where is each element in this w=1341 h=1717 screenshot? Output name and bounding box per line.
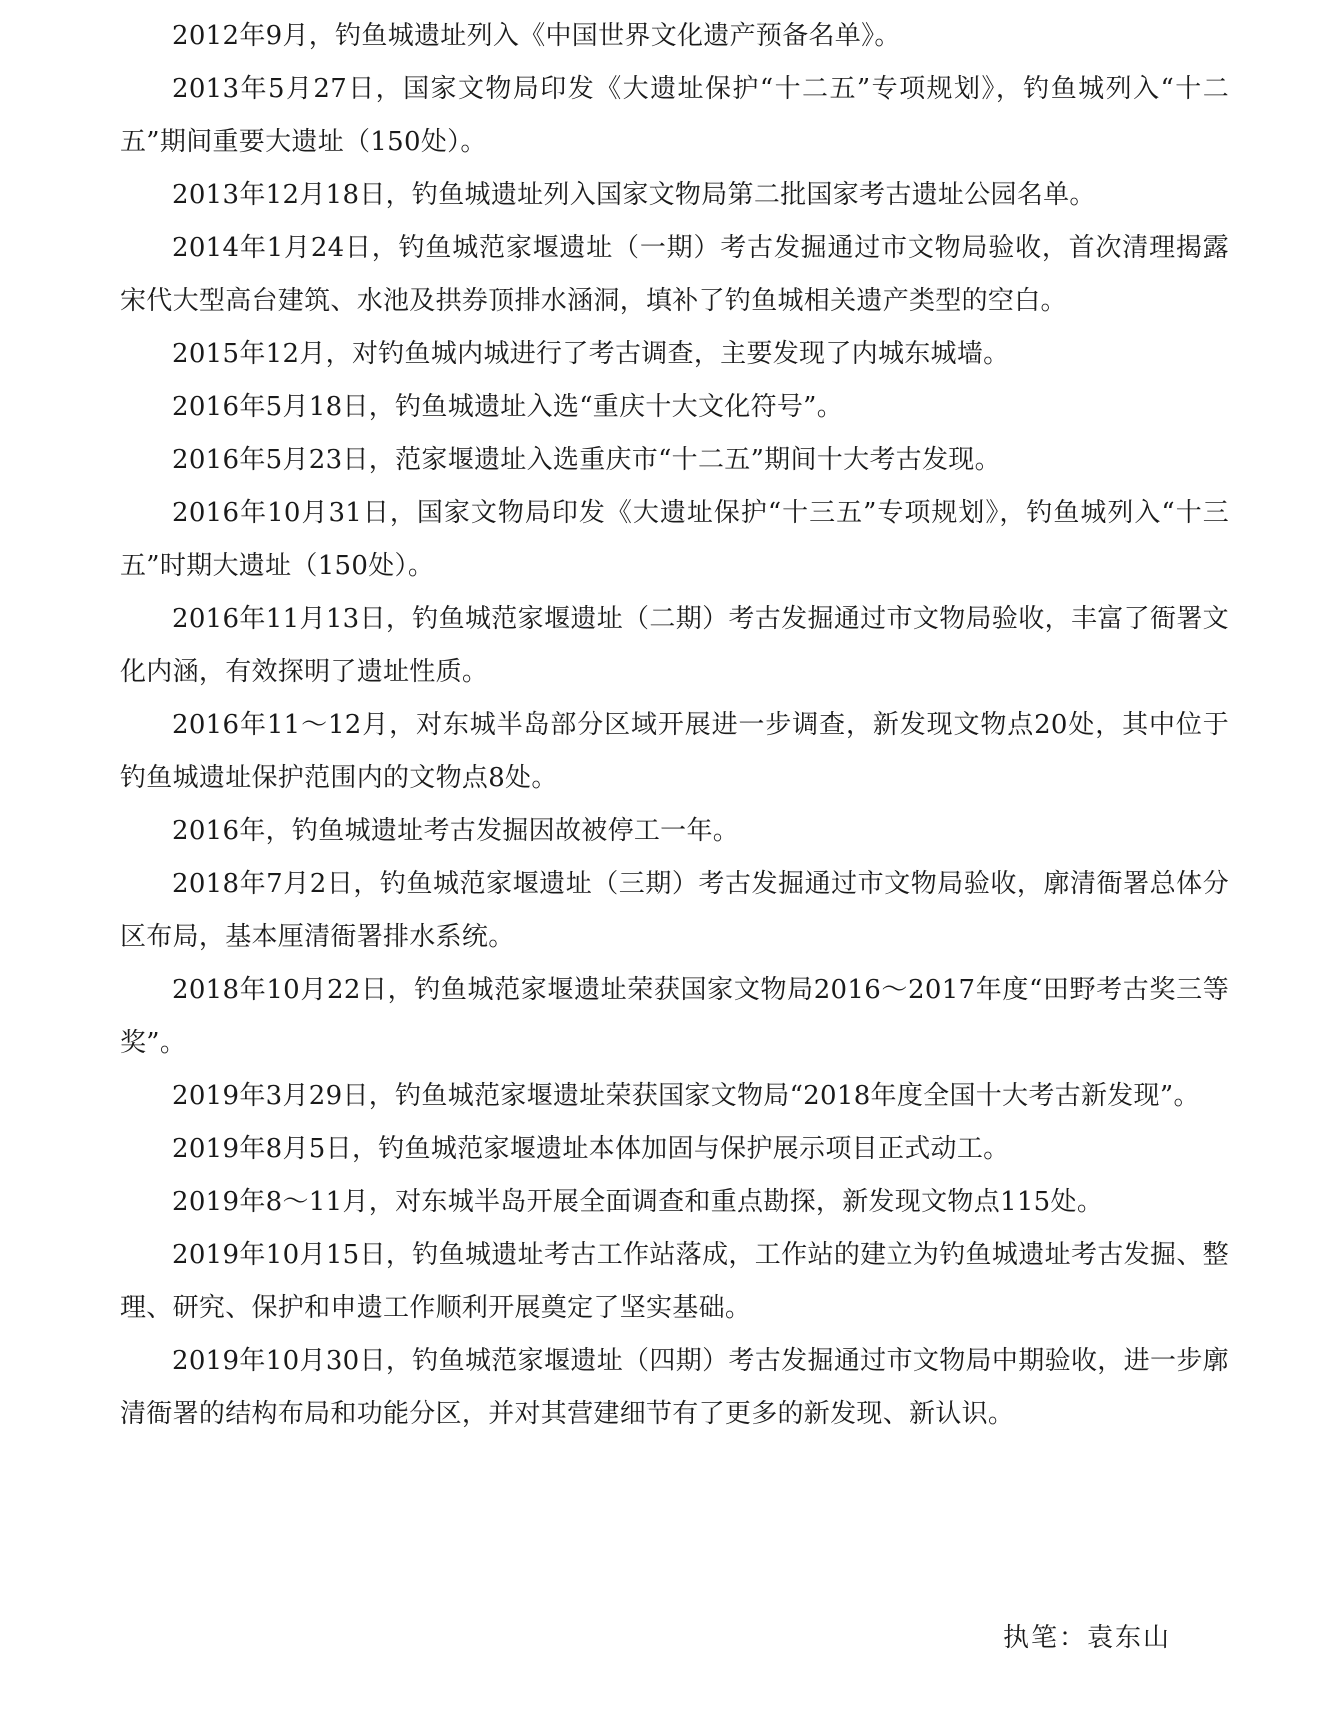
- chronology-entry: 2016年5月23日，范家堰遗址入选重庆市“十二五”期间十大考古发现。: [172, 445, 1001, 475]
- chronology-entry: 2016年5月18日，钓鱼城遗址入选“重庆十大文化符号”。: [172, 392, 844, 422]
- chronology-entry: 2019年10月30日，钓鱼城范家堰遗址（四期）考古发掘通过市文物局中期验收，进一步廓清衙署的结构布局和功能分区，并对其营建细节有了更多的新发现、新认识。: [120, 1346, 1229, 1429]
- chronology-entry: 2016年11月13日，钓鱼城范家堰遗址（二期）考古发掘通过市文物局验收，丰富了衙署文化内涵，有效探明了遗址性质。: [120, 604, 1229, 687]
- chronology-entry: 2019年8月5日，钓鱼城范家堰遗址本体加固与保护展示项目正式动工。: [172, 1134, 1010, 1164]
- chronology-entry: 2016年10月31日，国家文物局印发《大遗址保护“十三五”专项规划》，钓鱼城列入“十三五”时期大遗址（150处）。: [120, 498, 1229, 581]
- chronology-entry: 2019年3月29日，钓鱼城范家堰遗址荣获国家文物局“2018年度全国十大考古新发现”。: [172, 1081, 1200, 1111]
- author-signature: 执笔：袁东山: [1002, 1623, 1171, 1653]
- chronology-entry: 2016年11～12月，对东城半岛部分区域开展进一步调查，新发现文物点20处，其中位于钓鱼城遗址保护范围内的文物点8处。: [120, 710, 1229, 793]
- chronology-entry: 2018年7月2日，钓鱼城范家堰遗址（三期）考古发掘通过市文物局验收，廓清衙署总体分区布局，基本厘清衙署排水系统。: [120, 869, 1229, 952]
- chronology-entry: 2016年，钓鱼城遗址考古发掘因故被停工一年。: [172, 816, 740, 846]
- chronology-entries: [120, 10, 1229, 1441]
- chronology-entry: 2013年5月27日，国家文物局印发《大遗址保护“十二五”专项规划》，钓鱼城列入“十二五”期间重要大遗址（150处）。: [120, 74, 1229, 157]
- chronology-entry: 2018年10月22日，钓鱼城范家堰遗址荣获国家文物局2016～2017年度“田野考古奖三等奖”。: [120, 975, 1229, 1058]
- chronology-entry: 2012年9月，钓鱼城遗址列入《中国世界文化遗产预备名单》。: [172, 21, 901, 51]
- chronology-entry: 2014年1月24日，钓鱼城范家堰遗址（一期）考古发掘通过市文物局验收，首次清理揭露宋代大型高台建筑、水池及拱券顶排水涵洞，填补了钓鱼城相关遗产类型的空白。: [120, 233, 1229, 316]
- chronology-entry: 2013年12月18日，钓鱼城遗址列入国家文物局第二批国家考古遗址公园名单。: [172, 180, 1096, 210]
- chronology-entry: 2019年10月15日，钓鱼城遗址考古工作站落成，工作站的建立为钓鱼城遗址考古发掘、整理、研究、保护和申遗工作顺利开展奠定了坚实基础。: [120, 1240, 1229, 1323]
- chronology-entry: 2015年12月，对钓鱼城内城进行了考古调查，主要发现了内城东城墙。: [172, 339, 1010, 369]
- chronology-entry: 2019年8～11月，对东城半岛开展全面调查和重点勘探，新发现文物点115处。: [172, 1187, 1104, 1217]
